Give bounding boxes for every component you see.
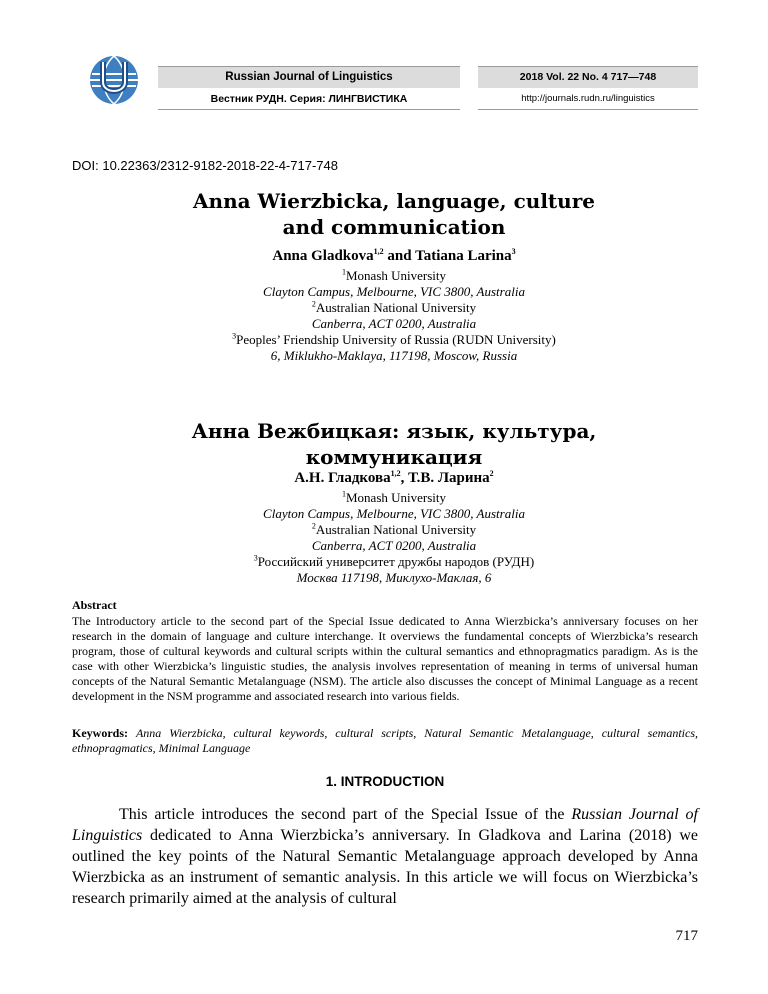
- author-sup: 3: [511, 247, 516, 256]
- journal-title-ru: Вестник РУДН. Серия: ЛИНГВИСТИКА: [158, 88, 460, 110]
- authors-en: [120, 248, 668, 265]
- author-separator: and: [383, 248, 416, 264]
- keywords-list: Anna Wierzbicka, cultural keywords, cultural scripts, Natural Semantic Metalanguage, cultural semantics, ethnopragmatics, Minimal Language: [72, 726, 699, 756]
- title-line: коммуникация: [305, 445, 483, 469]
- affiliation-address: Canberra, ACT 0200, Australia: [311, 538, 477, 553]
- affiliation-address: Canberra, ACT 0200, Australia: [311, 316, 477, 331]
- author-sup: 1,2: [373, 247, 384, 256]
- affiliation-address: 6, Miklukho-Maklaya, 117198, Moscow, Russia: [270, 348, 518, 363]
- affiliation-address: Москва 117198, Миклухо-Маклая, 6: [296, 570, 492, 585]
- abstract-heading: Abstract: [72, 598, 117, 612]
- affiliation-name: $^2$Australian National University: [311, 299, 477, 315]
- journal-url-link[interactable]: http://journals.rudn.ru/linguistics: [478, 88, 698, 110]
- authors-ru: [120, 470, 668, 487]
- rudn-university-logo-icon: [88, 54, 140, 106]
- section-heading: 1. INTRODUCTION: [325, 774, 445, 789]
- abstract-text: The Introductory article to the second part of the Special Issue dedicated to Anna Wierzbicka’s anniversary focuses on her research in the domain of language and culture interchange. It overviews the fundamental concepts of Wierzbicka’s research program, those of cultural keywords and cultural scripts within the cultural semantics and ethnopragmatics paradigm. As is the case with other Wierzbicka’s linguistic studies, the analysis involves representation of meaning in terms of universal human concepts of the Natural Semantic Metalanguage (NSM). The article also discusses the concept of Minimal Language as a recent development in the NSM programme and associated research into various fields.: [72, 614, 698, 704]
- doi: DOI: 10.22363/2312-9182-2018-22-4-717-748: [72, 158, 338, 173]
- keywords: [72, 726, 698, 756]
- affiliation-name: $^1$Monash University: [341, 267, 447, 283]
- author-sup: 2: [489, 469, 494, 478]
- title-line: and communication: [282, 215, 506, 239]
- author-name: Tatiana Larina: [415, 248, 512, 264]
- author-name: Anna Gladkova: [272, 248, 374, 264]
- article-title-en: [120, 188, 668, 240]
- page-number: 717: [675, 928, 698, 944]
- affiliations-en: [120, 268, 668, 364]
- affiliation-name: $^1$Monash University: [341, 489, 447, 505]
- title-line: Анна Вежбицкая: язык, культура,: [191, 419, 597, 443]
- author-separator: ,: [400, 470, 409, 486]
- affiliation-name: $^3$Peoples’ Friendship University of Russia (RUDN University): [232, 331, 556, 347]
- affiliation-address: Clayton Campus, Melbourne, VIC 3800, Australia: [263, 284, 525, 299]
- keywords-label: Keywords:: [72, 726, 128, 740]
- journal-title-en: Russian Journal of Linguistics: [158, 66, 460, 88]
- title-line: Anna Wierzbicka, language, culture: [193, 189, 595, 213]
- issue-info: 2018 Vol. 22 No. 4 717—748: [478, 66, 698, 88]
- author-name: Т.В. Ларина: [408, 470, 490, 486]
- affiliation-name: $^2$Australian National University: [311, 521, 477, 537]
- author-name: А.Н. Гладкова: [294, 470, 391, 486]
- author-sup: 1,2: [390, 469, 401, 478]
- affiliations-ru: [120, 490, 668, 586]
- body-paragraph: This article introduces the second part of the Special Issue of the Russian Journal of Linguistics dedicated to Anna Wierzbicka’s anniversary. In Gladkova and Larina (2018) we outlined the key points of the Natural Semantic Metalanguage approach developed by Anna Wierzbicka as an instrument of semantic analysis. In this article we will focus on Wierzbicka’s research primarily aimed at the analysis of cultural: [72, 806, 698, 907]
- article-title-ru: [120, 418, 668, 470]
- affiliation-address: Clayton Campus, Melbourne, VIC 3800, Australia: [263, 506, 525, 521]
- affiliation-name: $^3$Российский университет дружбы народов (РУДН): [253, 553, 535, 569]
